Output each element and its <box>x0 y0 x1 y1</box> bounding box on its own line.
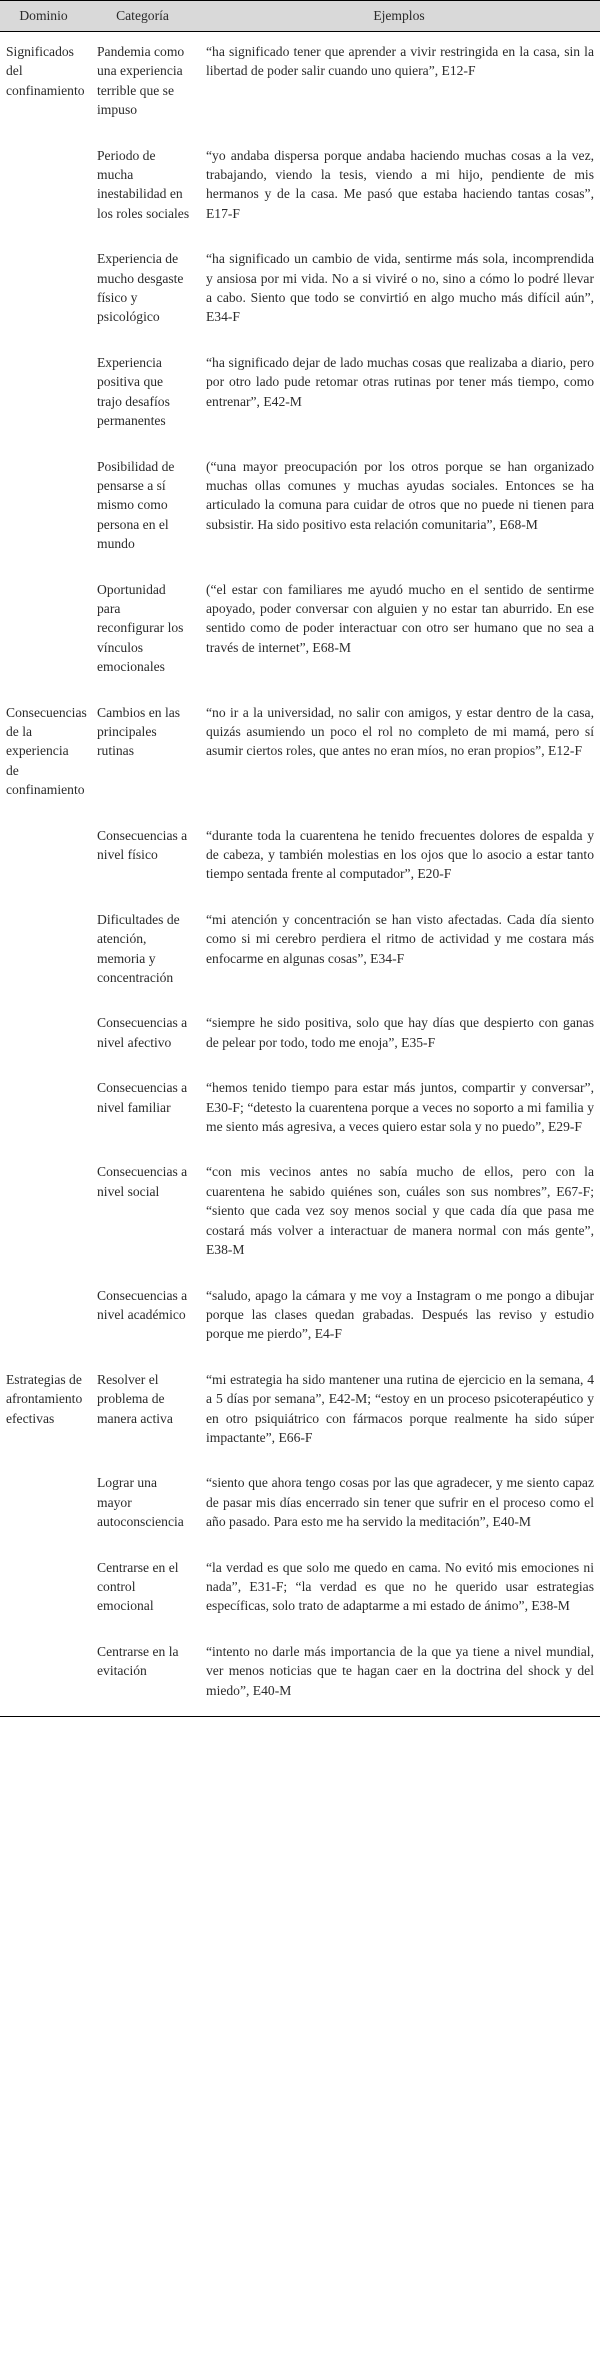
domain-cell <box>0 900 87 1004</box>
domain-cell <box>0 343 87 447</box>
example-cell: “siento que ahora tengo cosas por las que agradecer, y me siento capaz de pasar mis días encerrado sin tener que sufrir en el proceso como el año pasado. Para esto me ha servido la meditación”, E40-M <box>206 1475 594 1530</box>
category-cell: Cambios en las principales rutinas <box>97 704 181 759</box>
category-cell: Periodo de mucha inestabilidad en los roles sociales <box>97 147 190 221</box>
category-cell: Consecuencias a nivel académico <box>97 1287 188 1322</box>
category-cell: Consecuencias a nivel social <box>97 1164 188 1199</box>
category-cell: Experiencia positiva que trajo desafíos permanentes <box>97 354 170 429</box>
category-cell: Dificultades de atención, memoria y concentración <box>97 911 180 986</box>
header-category: Categoría <box>87 1 198 32</box>
table-row <box>0 1003 600 1068</box>
header-domain: Dominio <box>0 1 87 32</box>
table-row <box>0 1276 600 1360</box>
domain-cell <box>0 1463 87 1547</box>
domain-cell <box>0 816 87 900</box>
example-cell: “con mis vecinos antes no sabía mucho de ellos, pero con la cuarentena he sabido quiénes son, cuáles son sus nombres”, E67-F; “siento que cada vez soy menos social y que cada día que pasa me costará más volver a interactuar de manera normal con más gente”, E38-M <box>206 1164 594 1258</box>
category-cell: Consecuencias a nivel físico <box>97 827 188 862</box>
table-row <box>0 1068 600 1152</box>
domain-cell: Significados del confinamiento <box>6 44 85 98</box>
category-cell: Consecuencias a nivel afectivo <box>97 1015 188 1050</box>
table-row <box>0 693 600 816</box>
category-cell: Experiencia de mucho desgaste físico y psicológico <box>97 251 184 325</box>
example-cell: “yo andaba dispersa porque andaba haciendo muchas cosas a la vez, trabajando, viendo la tesis, viendo a mi hijo, pendiente de mis hermanos y de la casa. Me pasó que estaba haciendo tantas cosas”, E17-F <box>206 147 594 221</box>
domain-cell <box>0 1003 87 1068</box>
table-row <box>0 136 600 240</box>
header-examples: Ejemplos <box>198 1 600 32</box>
example-cell: “mi atención y concentración se han visto afectadas. Cada día siento como si mi cerebro perdiera el ritmo de actividad y me costara más enfocarme en algunas cosas”, E34-F <box>206 911 594 966</box>
table-row <box>0 1360 600 1464</box>
domain-cell: Consecuencias de la experiencia de confinamiento <box>6 704 87 798</box>
example-cell: “no ir a la universidad, no salir con amigos, y estar dentro de la casa, quizás asumiendo un poco el rol no completo de mi mamá, pero sí asumir ciertos roles, que antes no eran míos, no eran propios”, E12-F <box>206 704 594 759</box>
table-row <box>0 32 600 136</box>
example-cell: “saludo, apago la cámara y me voy a Instagram o me pongo a dibujar porque las clases quedan grabadas. Después las reviso y estudio porque me pierdo”, E4-F <box>206 1287 594 1342</box>
example-cell: “intento no darle más importancia de la que ya tiene a nivel mundial, ver menos noticias que te hagan caer en la doctrina del shock y del miedo”, E40-M <box>198 1632 600 1717</box>
table-row <box>0 343 600 447</box>
table-row <box>0 1548 600 1632</box>
example-cell: “siempre he sido positiva, solo que hay días que despierto con ganas de pelear por todo, todo me enoja”, E35-F <box>206 1015 594 1050</box>
category-cell: Oportunidad para reconfigurar los vínculos emocionales <box>97 581 184 675</box>
table-row <box>0 570 600 693</box>
example-cell: “la verdad es que solo me quedo en cama. No evitó mis emociones ni nada”, E31-F; “la verdad es que no he querido usar estrategias específicas, solo trato de adaptarme a mi estado de ánimo”, E38-M <box>206 1559 594 1614</box>
domain-cell <box>0 1632 87 1717</box>
example-cell: (“una mayor preocupación por los otros porque se han organizado muchas ollas comunes y muchas ayudas sociales. Entonces se ha articulado la comuna para cuidar de otros que no puede ni tienen para subsistir. Ha sido positivo esta relación comunitaria”, E68-M <box>206 458 594 532</box>
example-cell: “durante toda la cuarentena he tenido frecuentes dolores de espalda y de cabeza, y también molestias en los ojos que lo asocio a estar tanto tiempo sentada frente al computador”, E20-F <box>206 827 594 882</box>
domain-cell <box>0 136 87 240</box>
example-cell: “ha significado tener que aprender a vivir restringida en la casa, sin la libertad de poder salir cuando uno quiera”, E12-F <box>206 44 594 79</box>
domain-cell <box>0 570 87 693</box>
table-row <box>0 900 600 1004</box>
category-cell: Centrarse en la evitación <box>87 1632 198 1717</box>
example-cell: “mi estrategia ha sido mantener una rutina de ejercicio en la semana, 4 a 5 días por semana”, E42-M; “estoy en un proceso psicoterapéutico y en otro psiquiátrico con fármacos porque realmente ha sido súper impactante”, E66-F <box>206 1371 594 1445</box>
table-header <box>0 1 600 32</box>
example-cell: “ha significado un cambio de vida, sentirme más sola, incomprendida y ansiosa por mi vida. No a si viviré o no, sino a cómo lo podré llevar a cabo. Siento que todo se convirtió en algo mucho más difícil aún”, E34-F <box>206 251 594 325</box>
example-cell: “hemos tenido tiempo para estar más juntos, compartir y conversar”, E30-F; “detesto la cuarentena porque a veces no soporto a mi familia y me siento más agresiva, a veces quiero estar sola y no puedo”, E29-F <box>206 1080 594 1135</box>
example-cell: (“el estar con familiares me ayudó mucho en el sentido de sentirme apoyado, poder conversar con alguien y no estar tan aburrido. En ese sentido como de poder interactuar con otro ser humano que no sea a través de internet”, E68-M <box>206 581 594 655</box>
category-cell: Consecuencias a nivel familiar <box>97 1080 188 1115</box>
category-cell: Posibilidad de pensarse a sí mismo como persona en el mundo <box>97 458 175 552</box>
table-row <box>0 1632 600 1717</box>
domain-cell <box>0 1548 87 1632</box>
table-row <box>0 816 600 900</box>
table-row <box>0 1152 600 1275</box>
category-cell: Pandemia como una experiencia terrible que se impuso <box>97 44 185 118</box>
table-row <box>0 239 600 343</box>
domain-cell <box>0 239 87 343</box>
category-cell: Lograr una mayor autoconsciencia <box>97 1475 184 1530</box>
domain-cell <box>0 447 87 570</box>
domain-cell <box>0 1068 87 1152</box>
domain-cell <box>0 1276 87 1360</box>
table-row <box>0 447 600 570</box>
table-row <box>0 1463 600 1547</box>
domain-cell: Estrategias de afrontamiento efectivas <box>6 1371 83 1426</box>
table-body <box>0 32 600 1717</box>
category-cell: Centrarse en el control emocional <box>97 1559 179 1614</box>
category-cell: Resolver el problema de manera activa <box>97 1371 173 1426</box>
domain-cell <box>0 1152 87 1275</box>
example-cell: “ha significado dejar de lado muchas cosas que realizaba a diario, pero por otro lado pude retomar otras rutinas por tener más tiempo, como entrenar”, E42-M <box>206 354 594 409</box>
